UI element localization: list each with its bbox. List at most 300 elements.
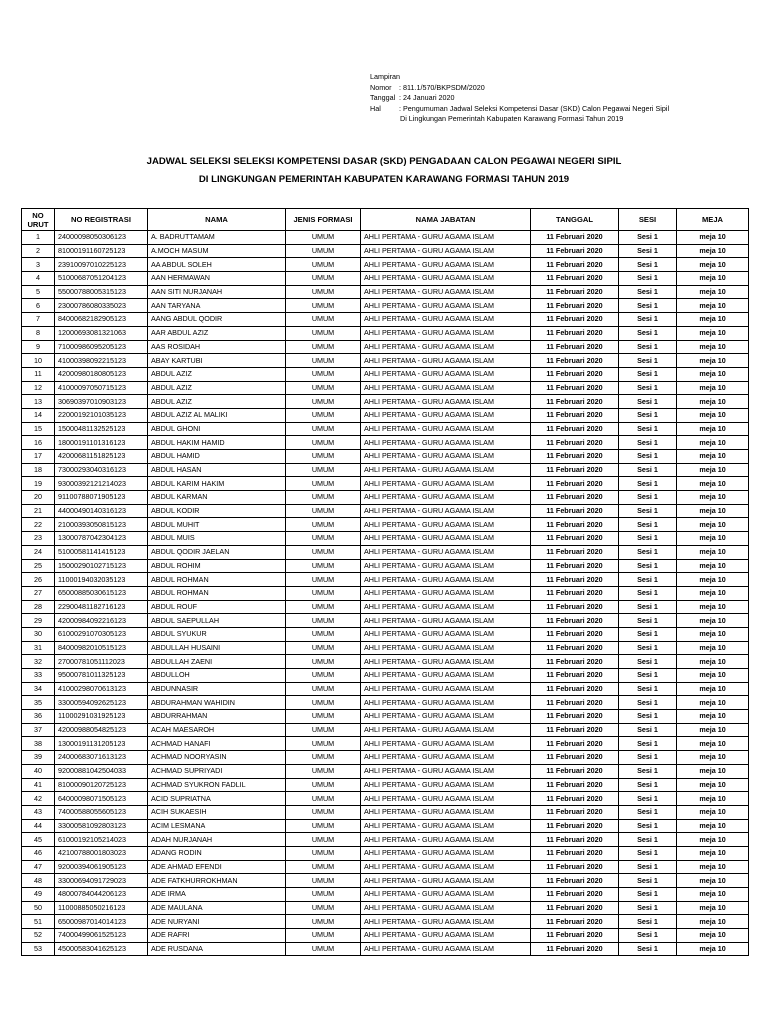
cell-meja: meja 10	[677, 244, 749, 258]
cell-tanggal: 11 Februari 2020	[531, 696, 619, 710]
cell-nama: ABAY KARTUBI	[148, 354, 286, 368]
cell-no-registrasi: 81000090120725123	[55, 778, 148, 792]
table-row	[22, 778, 749, 792]
cell-jenis-formasi: UMUM	[286, 231, 361, 245]
cell-meja: meja 10	[677, 846, 749, 860]
cell-jenis-formasi: UMUM	[286, 655, 361, 669]
cell-meja: meja 10	[677, 573, 749, 587]
cell-nama: ACHMAD SUPRIYADI	[148, 764, 286, 778]
cell-nama-jabatan: AHLI PERTAMA - GURU AGAMA ISLAM	[361, 518, 531, 532]
cell-no: 31	[22, 641, 55, 655]
table-row	[22, 504, 749, 518]
cell-no: 4	[22, 272, 55, 286]
cell-sesi: Sesi 1	[619, 313, 677, 327]
table-row	[22, 340, 749, 354]
cell-nama: ADE MAULANA	[148, 901, 286, 915]
cell-meja: meja 10	[677, 723, 749, 737]
cell-sesi: Sesi 1	[619, 463, 677, 477]
cell-nama-jabatan: AHLI PERTAMA - GURU AGAMA ISLAM	[361, 655, 531, 669]
cell-jenis-formasi: UMUM	[286, 532, 361, 546]
cell-meja: meja 10	[677, 901, 749, 915]
cell-tanggal: 11 Februari 2020	[531, 627, 619, 641]
cell-jenis-formasi: UMUM	[286, 805, 361, 819]
cell-meja: meja 10	[677, 710, 749, 724]
cell-no: 30	[22, 627, 55, 641]
cell-no: 21	[22, 504, 55, 518]
table-row	[22, 231, 749, 245]
cell-nama-jabatan: AHLI PERTAMA - GURU AGAMA ISLAM	[361, 915, 531, 929]
table-row	[22, 532, 749, 546]
cell-meja: meja 10	[677, 737, 749, 751]
cell-meja: meja 10	[677, 929, 749, 943]
cell-nama: ABDUL AZIZ AL MALIKI	[148, 408, 286, 422]
cell-meja: meja 10	[677, 532, 749, 546]
cell-meja: meja 10	[677, 518, 749, 532]
cell-nama-jabatan: AHLI PERTAMA - GURU AGAMA ISLAM	[361, 244, 531, 258]
cell-tanggal: 11 Februari 2020	[531, 573, 619, 587]
table-row	[22, 819, 749, 833]
table-row	[22, 737, 749, 751]
cell-sesi: Sesi 1	[619, 833, 677, 847]
cell-sesi: Sesi 1	[619, 545, 677, 559]
table-row	[22, 792, 749, 806]
cell-nama: ABDUL AZIZ	[148, 381, 286, 395]
cell-tanggal: 11 Februari 2020	[531, 915, 619, 929]
table-row	[22, 367, 749, 381]
table-row	[22, 326, 749, 340]
cell-meja: meja 10	[677, 792, 749, 806]
cell-nama: AAR ABDUL AZIZ	[148, 326, 286, 340]
cell-jenis-formasi: UMUM	[286, 641, 361, 655]
cell-nama: ADE RUSDANA	[148, 942, 286, 956]
attachment-hal	[370, 104, 669, 115]
cell-nama: AAN SITI NURJANAH	[148, 285, 286, 299]
cell-no-registrasi: 42000988054825123	[55, 723, 148, 737]
cell-tanggal: 11 Februari 2020	[531, 258, 619, 272]
cell-nama-jabatan: AHLI PERTAMA - GURU AGAMA ISLAM	[361, 942, 531, 956]
cell-meja: meja 10	[677, 326, 749, 340]
document-heading	[0, 153, 768, 189]
cell-meja: meja 10	[677, 340, 749, 354]
cell-nama: ACHMAD HANAFI	[148, 737, 286, 751]
cell-nama: ABDUL SAEPULLAH	[148, 614, 286, 628]
table-row	[22, 915, 749, 929]
cell-nama-jabatan: AHLI PERTAMA - GURU AGAMA ISLAM	[361, 326, 531, 340]
cell-meja: meja 10	[677, 682, 749, 696]
cell-no: 52	[22, 929, 55, 943]
cell-meja: meja 10	[677, 231, 749, 245]
cell-sesi: Sesi 1	[619, 450, 677, 464]
table-row	[22, 586, 749, 600]
cell-nama-jabatan: AHLI PERTAMA - GURU AGAMA ISLAM	[361, 874, 531, 888]
cell-jenis-formasi: UMUM	[286, 381, 361, 395]
cell-no-registrasi: 71000986095205123	[55, 340, 148, 354]
table-row	[22, 463, 749, 477]
cell-nama-jabatan: AHLI PERTAMA - GURU AGAMA ISLAM	[361, 792, 531, 806]
cell-no-registrasi: 45000583041625123	[55, 942, 148, 956]
cell-no: 39	[22, 751, 55, 765]
cell-sesi: Sesi 1	[619, 532, 677, 546]
cell-sesi: Sesi 1	[619, 395, 677, 409]
cell-nama: ABDUL ROUF	[148, 600, 286, 614]
cell-jenis-formasi: UMUM	[286, 778, 361, 792]
cell-tanggal: 11 Februari 2020	[531, 422, 619, 436]
cell-nama: ADE AHMAD EFENDI	[148, 860, 286, 874]
cell-meja: meja 10	[677, 450, 749, 464]
cell-no: 28	[22, 600, 55, 614]
cell-nama-jabatan: AHLI PERTAMA - GURU AGAMA ISLAM	[361, 888, 531, 902]
cell-sesi: Sesi 1	[619, 696, 677, 710]
table-row	[22, 929, 749, 943]
cell-jenis-formasi: UMUM	[286, 244, 361, 258]
cell-sesi: Sesi 1	[619, 518, 677, 532]
cell-no: 23	[22, 532, 55, 546]
cell-meja: meja 10	[677, 942, 749, 956]
cell-jenis-formasi: UMUM	[286, 942, 361, 956]
cell-no: 45	[22, 833, 55, 847]
cell-tanggal: 11 Februari 2020	[531, 860, 619, 874]
cell-nama: ABDUL AZIZ	[148, 367, 286, 381]
cell-sesi: Sesi 1	[619, 408, 677, 422]
cell-nama-jabatan: AHLI PERTAMA - GURU AGAMA ISLAM	[361, 559, 531, 573]
cell-nama-jabatan: AHLI PERTAMA - GURU AGAMA ISLAM	[361, 819, 531, 833]
cell-sesi: Sesi 1	[619, 354, 677, 368]
cell-nama: ADE IRMA	[148, 888, 286, 902]
cell-no: 11	[22, 367, 55, 381]
cell-tanggal: 11 Februari 2020	[531, 408, 619, 422]
table-row	[22, 764, 749, 778]
cell-no-registrasi: 11000885050216123	[55, 901, 148, 915]
cell-no: 20	[22, 491, 55, 505]
table-row	[22, 408, 749, 422]
cell-jenis-formasi: UMUM	[286, 326, 361, 340]
table-row	[22, 669, 749, 683]
header-sesi: SESI	[619, 209, 677, 231]
cell-jenis-formasi: UMUM	[286, 504, 361, 518]
cell-nama: ABDUL HAMID	[148, 450, 286, 464]
header-meja: MEJA	[677, 209, 749, 231]
cell-jenis-formasi: UMUM	[286, 586, 361, 600]
cell-meja: meja 10	[677, 367, 749, 381]
cell-jenis-formasi: UMUM	[286, 737, 361, 751]
cell-tanggal: 11 Februari 2020	[531, 244, 619, 258]
cell-no-registrasi: 42000681151825123	[55, 450, 148, 464]
heading-line-2: DI LINGKUNGAN PEMERINTAH KABUPATEN KARAWANG FORMASI TAHUN 2019	[198, 174, 570, 185]
cell-jenis-formasi: UMUM	[286, 272, 361, 286]
cell-sesi: Sesi 1	[619, 723, 677, 737]
cell-no-registrasi: 74000499061525123	[55, 929, 148, 943]
cell-no-registrasi: 92000881042504033	[55, 764, 148, 778]
cell-nama: ABDUL SYUKUR	[148, 627, 286, 641]
cell-jenis-formasi: UMUM	[286, 299, 361, 313]
cell-tanggal: 11 Februari 2020	[531, 737, 619, 751]
cell-jenis-formasi: UMUM	[286, 751, 361, 765]
cell-jenis-formasi: UMUM	[286, 463, 361, 477]
cell-no: 25	[22, 559, 55, 573]
cell-nama-jabatan: AHLI PERTAMA - GURU AGAMA ISLAM	[361, 929, 531, 943]
cell-jenis-formasi: UMUM	[286, 710, 361, 724]
cell-no: 8	[22, 326, 55, 340]
header-jenis-formasi: JENIS FORMASI	[286, 209, 361, 231]
cell-nama-jabatan: AHLI PERTAMA - GURU AGAMA ISLAM	[361, 641, 531, 655]
cell-no-registrasi: 41000097050715123	[55, 381, 148, 395]
cell-no: 10	[22, 354, 55, 368]
cell-meja: meja 10	[677, 586, 749, 600]
cell-jenis-formasi: UMUM	[286, 860, 361, 874]
cell-nama-jabatan: AHLI PERTAMA - GURU AGAMA ISLAM	[361, 436, 531, 450]
attachment-tanggal	[370, 93, 669, 104]
cell-nama: ACHMAD SYUKRON FADLIL	[148, 778, 286, 792]
cell-tanggal: 11 Februari 2020	[531, 764, 619, 778]
cell-no: 49	[22, 888, 55, 902]
cell-nama: ACAH MAESAROH	[148, 723, 286, 737]
cell-meja: meja 10	[677, 354, 749, 368]
cell-no-registrasi: 61000291070305123	[55, 627, 148, 641]
schedule-table	[21, 208, 749, 956]
cell-nama-jabatan: AHLI PERTAMA - GURU AGAMA ISLAM	[361, 340, 531, 354]
cell-no: 40	[22, 764, 55, 778]
cell-nama-jabatan: AHLI PERTAMA - GURU AGAMA ISLAM	[361, 381, 531, 395]
cell-nama-jabatan: AHLI PERTAMA - GURU AGAMA ISLAM	[361, 299, 531, 313]
cell-tanggal: 11 Februari 2020	[531, 641, 619, 655]
cell-sesi: Sesi 1	[619, 627, 677, 641]
cell-nama: ACIM LESMANA	[148, 819, 286, 833]
cell-no-registrasi: 41000298070613123	[55, 682, 148, 696]
cell-jenis-formasi: UMUM	[286, 627, 361, 641]
cell-sesi: Sesi 1	[619, 299, 677, 313]
cell-sesi: Sesi 1	[619, 436, 677, 450]
attachment-title: Lampiran	[370, 72, 400, 81]
header-nama-jabatan: NAMA JABATAN	[361, 209, 531, 231]
cell-no-registrasi: 33000581092803123	[55, 819, 148, 833]
cell-nama-jabatan: AHLI PERTAMA - GURU AGAMA ISLAM	[361, 696, 531, 710]
cell-no: 53	[22, 942, 55, 956]
cell-nama-jabatan: AHLI PERTAMA - GURU AGAMA ISLAM	[361, 272, 531, 286]
cell-tanggal: 11 Februari 2020	[531, 778, 619, 792]
cell-tanggal: 11 Februari 2020	[531, 395, 619, 409]
cell-nama: ACID SUPRIATNA	[148, 792, 286, 806]
cell-no: 36	[22, 710, 55, 724]
table-row	[22, 614, 749, 628]
cell-sesi: Sesi 1	[619, 901, 677, 915]
cell-nama-jabatan: AHLI PERTAMA - GURU AGAMA ISLAM	[361, 477, 531, 491]
cell-no-registrasi: 12000693081321063	[55, 326, 148, 340]
cell-no-registrasi: 11000291031925123	[55, 710, 148, 724]
cell-tanggal: 11 Februari 2020	[531, 614, 619, 628]
cell-sesi: Sesi 1	[619, 272, 677, 286]
cell-no-registrasi: 41000398092215123	[55, 354, 148, 368]
table-row	[22, 491, 749, 505]
cell-meja: meja 10	[677, 641, 749, 655]
cell-sesi: Sesi 1	[619, 874, 677, 888]
cell-no: 34	[22, 682, 55, 696]
cell-jenis-formasi: UMUM	[286, 888, 361, 902]
header-nama: NAMA	[148, 209, 286, 231]
cell-tanggal: 11 Februari 2020	[531, 477, 619, 491]
cell-nama: ADE RAFRI	[148, 929, 286, 943]
cell-jenis-formasi: UMUM	[286, 764, 361, 778]
table-row	[22, 381, 749, 395]
cell-no: 43	[22, 805, 55, 819]
cell-no: 33	[22, 669, 55, 683]
hal-label: Hal	[370, 103, 381, 113]
cell-nama: ABDUL ROHMAN	[148, 573, 286, 587]
table-row	[22, 545, 749, 559]
cell-no-registrasi: 74000588055605123	[55, 805, 148, 819]
cell-no-registrasi: 73000293040316123	[55, 463, 148, 477]
cell-tanggal: 11 Februari 2020	[531, 326, 619, 340]
cell-sesi: Sesi 1	[619, 326, 677, 340]
cell-tanggal: 11 Februari 2020	[531, 942, 619, 956]
cell-sesi: Sesi 1	[619, 792, 677, 806]
cell-nama: ABDUL QODIR JAELAN	[148, 545, 286, 559]
cell-nama: ABDULLOH	[148, 669, 286, 683]
cell-meja: meja 10	[677, 819, 749, 833]
cell-jenis-formasi: UMUM	[286, 354, 361, 368]
cell-nama: ABDUL AZIZ	[148, 395, 286, 409]
cell-meja: meja 10	[677, 285, 749, 299]
table-row	[22, 833, 749, 847]
cell-nama-jabatan: AHLI PERTAMA - GURU AGAMA ISLAM	[361, 600, 531, 614]
cell-no-registrasi: 92000394061905123	[55, 860, 148, 874]
cell-jenis-formasi: UMUM	[286, 545, 361, 559]
cell-meja: meja 10	[677, 874, 749, 888]
cell-sesi: Sesi 1	[619, 285, 677, 299]
cell-nama-jabatan: AHLI PERTAMA - GURU AGAMA ISLAM	[361, 669, 531, 683]
cell-nama: ABDUL KARIM HAKIM	[148, 477, 286, 491]
cell-no-registrasi: 51000687051204123	[55, 272, 148, 286]
cell-sesi: Sesi 1	[619, 710, 677, 724]
cell-tanggal: 11 Februari 2020	[531, 929, 619, 943]
cell-meja: meja 10	[677, 764, 749, 778]
table-row	[22, 901, 749, 915]
table-row	[22, 751, 749, 765]
header-no-urut	[22, 209, 55, 231]
table-row	[22, 272, 749, 286]
cell-jenis-formasi: UMUM	[286, 340, 361, 354]
cell-meja: meja 10	[677, 504, 749, 518]
cell-jenis-formasi: UMUM	[286, 669, 361, 683]
header-no-urut-line2: URUT	[27, 219, 49, 229]
cell-no-registrasi: 24000098050306123	[55, 231, 148, 245]
cell-no: 48	[22, 874, 55, 888]
table-row	[22, 805, 749, 819]
cell-no-registrasi: 65000987014014123	[55, 915, 148, 929]
cell-no-registrasi: 81000191160725123	[55, 244, 148, 258]
cell-nama-jabatan: AHLI PERTAMA - GURU AGAMA ISLAM	[361, 285, 531, 299]
cell-tanggal: 11 Februari 2020	[531, 874, 619, 888]
cell-nama: AAS ROSIDAH	[148, 340, 286, 354]
table-body	[22, 231, 749, 956]
cell-no-registrasi: 23000786080335023	[55, 299, 148, 313]
table-row	[22, 682, 749, 696]
table-row	[22, 655, 749, 669]
cell-meja: meja 10	[677, 915, 749, 929]
cell-tanggal: 11 Februari 2020	[531, 450, 619, 464]
cell-tanggal: 11 Februari 2020	[531, 888, 619, 902]
cell-jenis-formasi: UMUM	[286, 819, 361, 833]
cell-nama: ABDUL ROHIM	[148, 559, 286, 573]
cell-nama: ABDURRAHMAN	[148, 710, 286, 724]
cell-tanggal: 11 Februari 2020	[531, 313, 619, 327]
cell-jenis-formasi: UMUM	[286, 395, 361, 409]
cell-no: 2	[22, 244, 55, 258]
table-row	[22, 846, 749, 860]
cell-sesi: Sesi 1	[619, 655, 677, 669]
cell-nama-jabatan: AHLI PERTAMA - GURU AGAMA ISLAM	[361, 463, 531, 477]
table-header-row	[22, 209, 749, 231]
cell-no-registrasi: 13000787042304123	[55, 532, 148, 546]
table-row	[22, 299, 749, 313]
cell-tanggal: 11 Februari 2020	[531, 792, 619, 806]
cell-tanggal: 11 Februari 2020	[531, 833, 619, 847]
cell-nama-jabatan: AHLI PERTAMA - GURU AGAMA ISLAM	[361, 258, 531, 272]
cell-jenis-formasi: UMUM	[286, 436, 361, 450]
cell-no: 15	[22, 422, 55, 436]
cell-jenis-formasi: UMUM	[286, 723, 361, 737]
cell-sesi: Sesi 1	[619, 367, 677, 381]
table-row	[22, 354, 749, 368]
cell-nama: ADAH NURJANAH	[148, 833, 286, 847]
hal-value-line1: : Pengumuman Jadwal Seleksi Kompetensi Dasar (SKD) Calon Pegawai Negeri Sipil	[399, 103, 670, 113]
table-row	[22, 450, 749, 464]
cell-jenis-formasi: UMUM	[286, 833, 361, 847]
cell-nama: ACHMAD NOORYASIN	[148, 751, 286, 765]
cell-sesi: Sesi 1	[619, 929, 677, 943]
cell-nama: ABDUL MUIS	[148, 532, 286, 546]
cell-nama-jabatan: AHLI PERTAMA - GURU AGAMA ISLAM	[361, 764, 531, 778]
cell-no-registrasi: 33000694091729023	[55, 874, 148, 888]
cell-nama-jabatan: AHLI PERTAMA - GURU AGAMA ISLAM	[361, 450, 531, 464]
cell-no-registrasi: 95000781011325123	[55, 669, 148, 683]
cell-no: 5	[22, 285, 55, 299]
table-row	[22, 627, 749, 641]
cell-no: 37	[22, 723, 55, 737]
cell-meja: meja 10	[677, 313, 749, 327]
cell-meja: meja 10	[677, 422, 749, 436]
table-row	[22, 422, 749, 436]
cell-nama: ADE FATKHURROKHMAN	[148, 874, 286, 888]
cell-no: 3	[22, 258, 55, 272]
cell-nama-jabatan: AHLI PERTAMA - GURU AGAMA ISLAM	[361, 354, 531, 368]
cell-meja: meja 10	[677, 614, 749, 628]
cell-tanggal: 11 Februari 2020	[531, 901, 619, 915]
table-row	[22, 696, 749, 710]
cell-jenis-formasi: UMUM	[286, 929, 361, 943]
cell-nama-jabatan: AHLI PERTAMA - GURU AGAMA ISLAM	[361, 778, 531, 792]
cell-nama: ABDUL KARMAN	[148, 491, 286, 505]
cell-jenis-formasi: UMUM	[286, 408, 361, 422]
table-row	[22, 860, 749, 874]
cell-jenis-formasi: UMUM	[286, 518, 361, 532]
cell-tanggal: 11 Februari 2020	[531, 819, 619, 833]
cell-jenis-formasi: UMUM	[286, 313, 361, 327]
cell-no: 41	[22, 778, 55, 792]
cell-no: 47	[22, 860, 55, 874]
cell-sesi: Sesi 1	[619, 764, 677, 778]
cell-tanggal: 11 Februari 2020	[531, 463, 619, 477]
cell-tanggal: 11 Februari 2020	[531, 504, 619, 518]
cell-tanggal: 11 Februari 2020	[531, 299, 619, 313]
cell-jenis-formasi: UMUM	[286, 258, 361, 272]
cell-no-registrasi: 27000781051112023	[55, 655, 148, 669]
cell-meja: meja 10	[677, 395, 749, 409]
cell-nama-jabatan: AHLI PERTAMA - GURU AGAMA ISLAM	[361, 751, 531, 765]
cell-no-registrasi: 11000194032035123	[55, 573, 148, 587]
cell-sesi: Sesi 1	[619, 942, 677, 956]
cell-tanggal: 11 Februari 2020	[531, 518, 619, 532]
table-row	[22, 518, 749, 532]
